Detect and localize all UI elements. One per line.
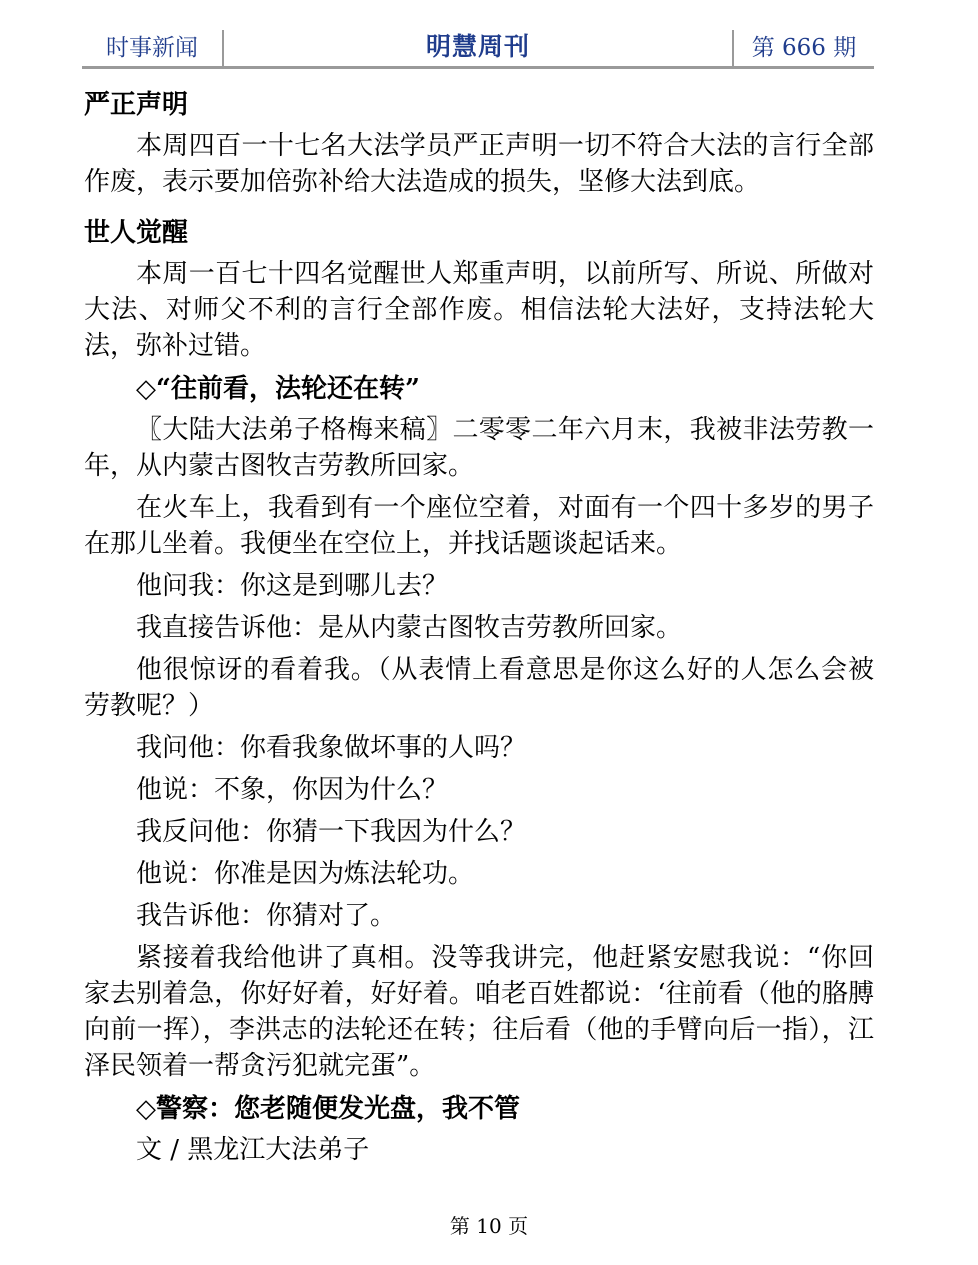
header-rule [82,66,874,69]
paragraph: 他说：不象，你因为什么？ [136,775,449,805]
paragraph: 本周四百一十七名大法学员严正声明一切不符合大法的言行全部作废，表示要加倍弥补给大法造成的损失，坚修大法到底。 [84,131,874,197]
article-title: ◇警察：您老随便发光盘，我不管 [136,1094,520,1124]
paragraph: 在火车上，我看到有一个座位空着，对面有一个四十多岁的男子在那儿坐着。我便坐在空位上，并找话题谈起话来。 [84,493,874,559]
article-title: ◇“往前看，法轮还在转” [136,374,420,404]
page-header [82,24,874,70]
paragraph: 他说：你准是因为炼法轮功。 [136,859,475,889]
paragraph: 本周一百七十四名觉醒世人郑重声明，以前所写、所说、所做对大法、对师父不利的言行全部作废。相信法轮大法好，支持法轮大法，弥补过错。 [84,259,874,361]
page-number: 第 10 页 [449,1214,529,1238]
paragraph: 〖大陆大法弟子格梅来稿〗二零零二年六月末，我被非法劳教一年，从内蒙古图牧吉劳教所回家。 [84,415,874,481]
section-title-awakening: 世人觉醒 [84,218,189,248]
paragraph: 我问他：你看我象做坏事的人吗？ [136,733,527,763]
paragraph: 他问我：你这是到哪儿去？ [136,571,449,601]
paragraph: 我直接告诉他：是从内蒙古图牧吉劳教所回家。 [136,613,683,643]
paragraph: 紧接着我给他讲了真相。没等我讲完，他赶紧安慰我说：“你回家去别着急，你好好着，好好着。咱老百姓都说：‘往前看（他的胳膊向前一挥），李洪志的法轮还在转；往后看（他的手臂向后一指），江泽民领着一帮贪污犯就完蛋”。 [84,943,874,1081]
article-byline: 文 / 黑龙江大法弟子 [136,1135,370,1165]
header-section-name: 时事新闻 [106,34,198,61]
page-content [84,86,874,1174]
section-title-statement: 严正声明 [84,90,189,120]
header-publication-title: 明慧周刊 [425,32,530,61]
paragraph: 他很惊讶的看着我。（从表情上看意思是你这么好的人怎么会被劳教呢？） [84,655,874,721]
paragraph: 我告诉他：你猜对了。 [136,901,397,931]
header-issue-number: 第 666 期 [751,34,857,61]
paragraph: 我反问他：你猜一下我因为什么？ [136,817,527,847]
